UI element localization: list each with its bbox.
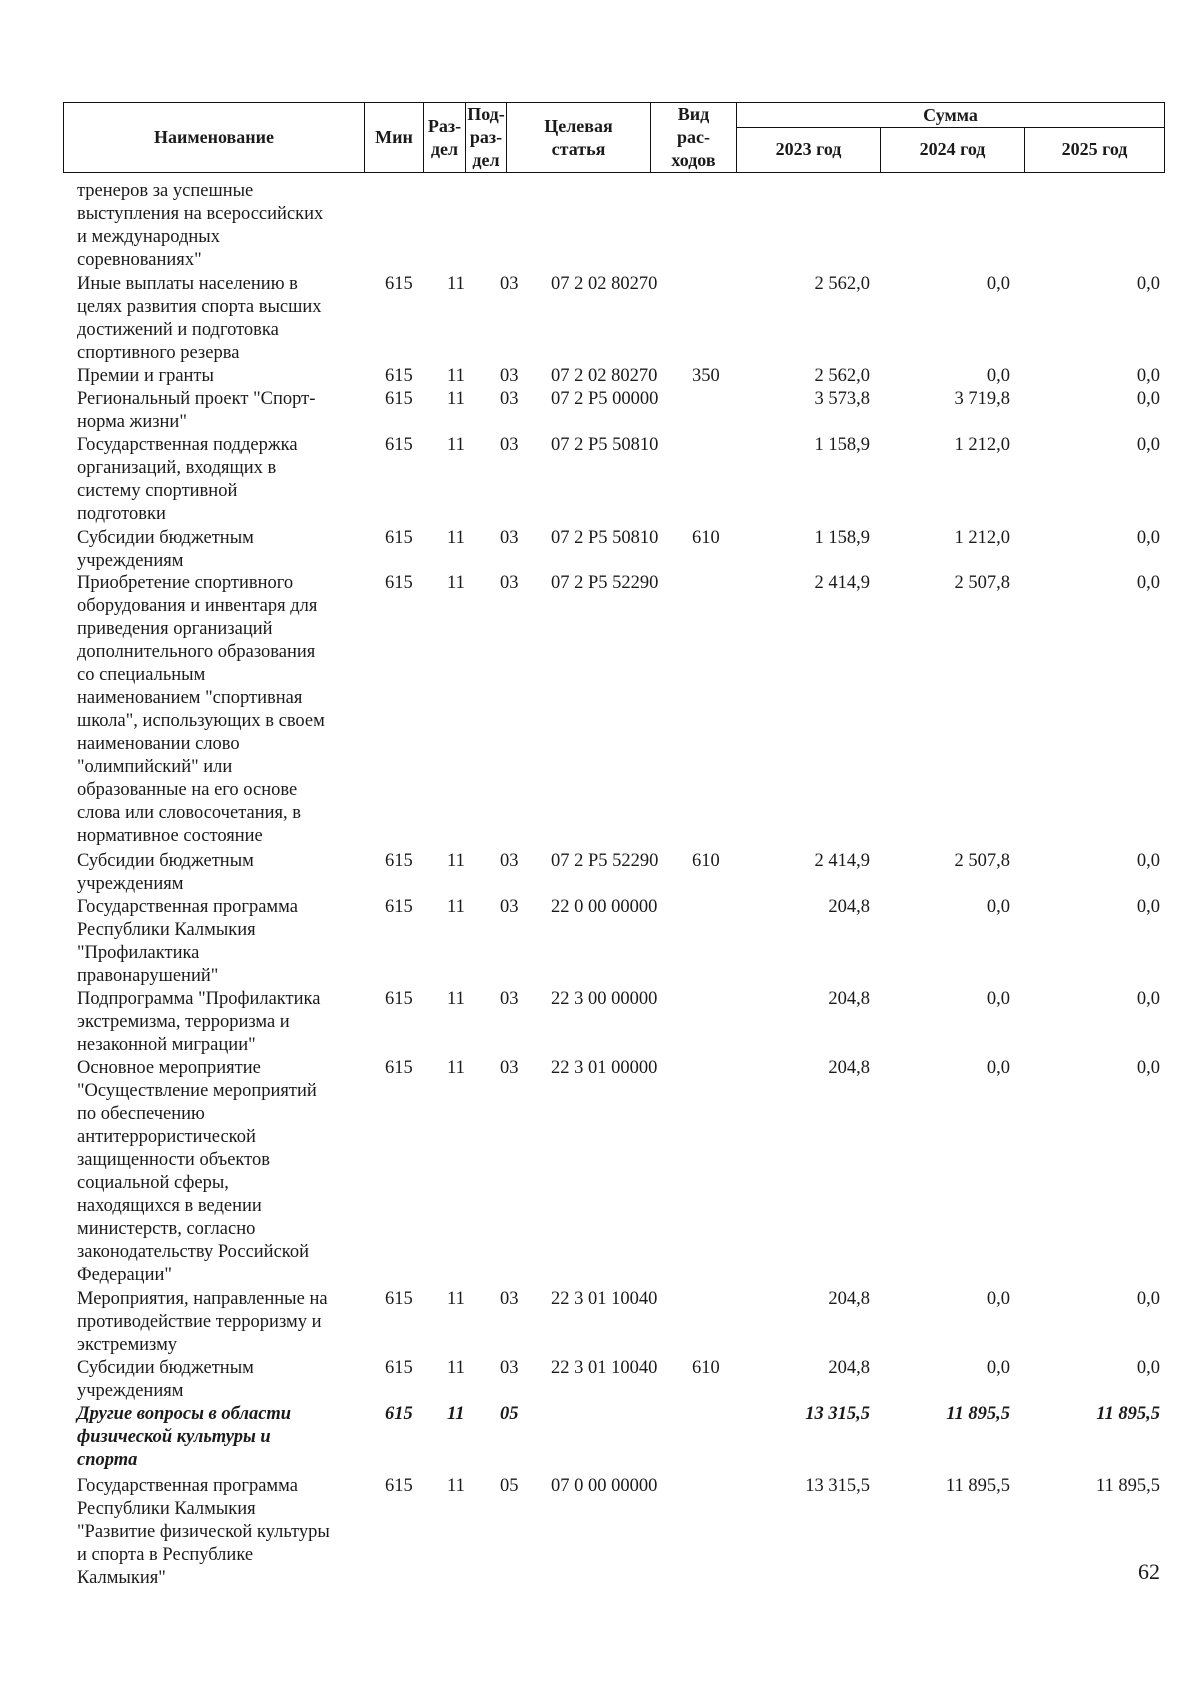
row-2024: 2 507,8	[954, 573, 1010, 593]
row-name: Другие вопросы в области физической культуры и спорта	[77, 1404, 292, 1470]
row-vid: 610	[692, 1358, 720, 1378]
row-2025: 0,0	[1136, 897, 1160, 917]
row-name: Иные выплаты населению в целях развития спорта высших достижений и подготовка спортивного резерва	[77, 274, 322, 363]
row-2023: 204,8	[828, 897, 870, 917]
row-vid: 610	[692, 528, 720, 548]
row-2023: 1 158,9	[814, 528, 870, 548]
row-razdel: 11	[447, 528, 465, 548]
row-podrazdel: 03	[500, 897, 519, 917]
row-podrazdel: 03	[500, 528, 519, 548]
row-razdel: 11	[447, 366, 465, 386]
row-name: Государственная поддержка организаций, входящих в систему спортивной подготовки	[77, 435, 298, 524]
row-2023: 13 315,5	[805, 1404, 870, 1424]
row-celevaya: 07 2 P5 52290	[551, 573, 659, 593]
row-podrazdel: 03	[500, 366, 519, 386]
row-2025: 11 895,5	[1095, 1476, 1160, 1496]
row-2025: 0,0	[1136, 274, 1160, 294]
row-2023: 204,8	[828, 989, 870, 1009]
row-name: Мероприятия, направленные на противодействие терроризму и экстремизму	[77, 1289, 328, 1355]
row-2023: 13 315,5	[805, 1476, 870, 1496]
row-min: 615	[385, 851, 413, 871]
row-2023: 2 562,0	[814, 366, 870, 386]
row-min: 615	[385, 1358, 413, 1378]
row-name: Субсидии бюджетным учреждениям	[77, 528, 254, 571]
row-2024: 3 719,8	[954, 389, 1010, 409]
row-name: Государственная программа Республики Калмыкия "Профилактика правонарушений"	[77, 897, 298, 986]
row-razdel: 11	[447, 1476, 465, 1496]
header-vid: Вид рас- ходов	[651, 103, 737, 172]
header-2025: 2025 год	[1061, 139, 1128, 159]
row-podrazdel: 03	[500, 1358, 519, 1378]
row-min: 615	[385, 274, 413, 294]
table-header	[63, 102, 1165, 173]
row-2024: 0,0	[986, 1289, 1010, 1309]
row-podrazdel: 03	[500, 851, 519, 871]
row-celevaya: 22 3 01 10040	[551, 1289, 658, 1309]
row-razdel: 11	[447, 989, 465, 1009]
row-name: тренеров за успешные выступления на всероссийских и международных соревнованиях"	[77, 181, 324, 270]
row-razdel: 11	[447, 435, 465, 455]
row-2023: 2 414,9	[814, 573, 870, 593]
row-celevaya: 22 3 01 10040	[551, 1358, 658, 1378]
row-name: Государственная программа Республики Калмыкия "Развитие физической культуры и спорта в Республике Калмыкия"	[77, 1476, 330, 1588]
row-2024: 1 212,0	[954, 435, 1010, 455]
row-2024: 0,0	[986, 274, 1010, 294]
row-podrazdel: 03	[500, 1289, 519, 1309]
row-2024: 0,0	[986, 1058, 1010, 1078]
row-min: 615	[385, 1476, 413, 1496]
row-razdel: 11	[447, 274, 465, 294]
row-podrazdel: 05	[500, 1476, 519, 1496]
row-min: 615	[385, 1404, 413, 1424]
row-min: 615	[385, 389, 413, 409]
row-2025: 0,0	[1136, 989, 1160, 1009]
row-2023: 1 158,9	[814, 435, 870, 455]
header-2023: 2023 год	[737, 127, 881, 172]
row-podrazdel: 05	[500, 1404, 519, 1424]
row-2024: 0,0	[986, 1358, 1010, 1378]
row-2023: 2 414,9	[814, 851, 870, 871]
row-name: Субсидии бюджетным учреждениям	[77, 1358, 254, 1401]
row-razdel: 11	[447, 1289, 465, 1309]
row-min: 615	[385, 1058, 413, 1078]
row-name: Субсидии бюджетным учреждениям	[77, 851, 254, 894]
row-2023: 2 562,0	[814, 274, 870, 294]
row-razdel: 11	[447, 897, 465, 917]
row-celevaya: 07 0 00 00000	[551, 1476, 658, 1496]
row-2024: 0,0	[986, 366, 1010, 386]
row-2025: 0,0	[1136, 851, 1160, 871]
row-2025: 0,0	[1136, 1058, 1160, 1078]
row-min: 615	[385, 528, 413, 548]
header-celevaya: Целевая статья	[507, 103, 651, 172]
row-2023: 204,8	[828, 1358, 870, 1378]
row-2025: 11 895,5	[1096, 1404, 1160, 1424]
row-min: 615	[385, 366, 413, 386]
row-celevaya: 07 2 P5 50810	[551, 435, 659, 455]
row-2024: 2 507,8	[954, 851, 1010, 871]
row-razdel: 11	[447, 573, 465, 593]
row-name: Основное мероприятие "Осуществление мероприятий по обеспечению антитеррористической защищенности объектов социальной сферы, находящихся в ведении министерств, согласно законодательству Российской Федерации"	[77, 1058, 317, 1285]
row-podrazdel: 03	[500, 435, 519, 455]
row-2023: 204,8	[828, 1058, 870, 1078]
header-summa: Сумма	[737, 103, 1164, 128]
row-2025: 0,0	[1136, 1289, 1160, 1309]
row-2025: 0,0	[1136, 389, 1160, 409]
row-podrazdel: 03	[500, 274, 519, 294]
header-min: Мин	[365, 103, 424, 172]
row-2025: 0,0	[1136, 573, 1160, 593]
row-min: 615	[385, 573, 413, 593]
row-celevaya: 22 3 01 00000	[551, 1058, 658, 1078]
row-vid: 350	[692, 366, 720, 386]
row-min: 615	[385, 435, 413, 455]
row-name: Премии и гранты	[77, 366, 214, 386]
row-celevaya: 07 2 02 80270	[551, 366, 658, 386]
row-podrazdel: 03	[500, 989, 519, 1009]
header-podrazdel: Под- раз- дел	[466, 103, 507, 172]
row-name: Региональный проект "Спорт- норма жизни"	[77, 389, 316, 432]
row-celevaya: 07 2 P5 00000	[551, 389, 659, 409]
row-min: 615	[385, 989, 413, 1009]
row-2023: 204,8	[828, 1289, 870, 1309]
row-vid: 610	[692, 851, 720, 871]
row-podrazdel: 03	[500, 1058, 519, 1078]
row-2024: 11 895,5	[945, 1476, 1010, 1496]
row-2024: 0,0	[986, 897, 1010, 917]
row-celevaya: 07 2 P5 50810	[551, 528, 659, 548]
row-celevaya: 22 3 00 00000	[551, 989, 658, 1009]
row-razdel: 11	[447, 1358, 465, 1378]
row-razdel: 11	[447, 1058, 465, 1078]
row-2025: 0,0	[1136, 366, 1160, 386]
row-2024: 11 895,5	[946, 1404, 1010, 1424]
row-2025: 0,0	[1136, 1358, 1160, 1378]
row-razdel: 11	[447, 851, 465, 871]
row-celevaya: 22 0 00 00000	[551, 897, 658, 917]
row-2025: 0,0	[1136, 528, 1160, 548]
row-name: Подпрограмма "Профилактика экстремизма, терроризма и незаконной миграции"	[77, 989, 321, 1055]
page-number: 62	[1138, 1559, 1160, 1584]
row-2024: 1 212,0	[954, 528, 1010, 548]
header-name: Наименование	[64, 103, 365, 172]
row-podrazdel: 03	[500, 389, 519, 409]
row-celevaya: 07 2 P5 52290	[551, 851, 659, 871]
row-name: Приобретение спортивного оборудования и инвентаря для приведения организаций дополнительного образования со специальным наименованием "спортивная школа", использующих в своем наименовании слово "олимпийский" или образованные на его основе слова или словосочетания, в нормативное состояние	[77, 573, 325, 846]
row-2023: 3 573,8	[814, 389, 870, 409]
row-min: 615	[385, 1289, 413, 1309]
row-min: 615	[385, 897, 413, 917]
row-podrazdel: 03	[500, 573, 519, 593]
row-celevaya: 07 2 02 80270	[551, 274, 658, 294]
row-razdel: 11	[447, 1404, 465, 1424]
header-razdel: Раз- дел	[424, 103, 466, 172]
header-2024: 2024 год	[881, 127, 1025, 172]
row-2025: 0,0	[1136, 435, 1160, 455]
row-razdel: 11	[447, 389, 465, 409]
row-2024: 0,0	[986, 989, 1010, 1009]
